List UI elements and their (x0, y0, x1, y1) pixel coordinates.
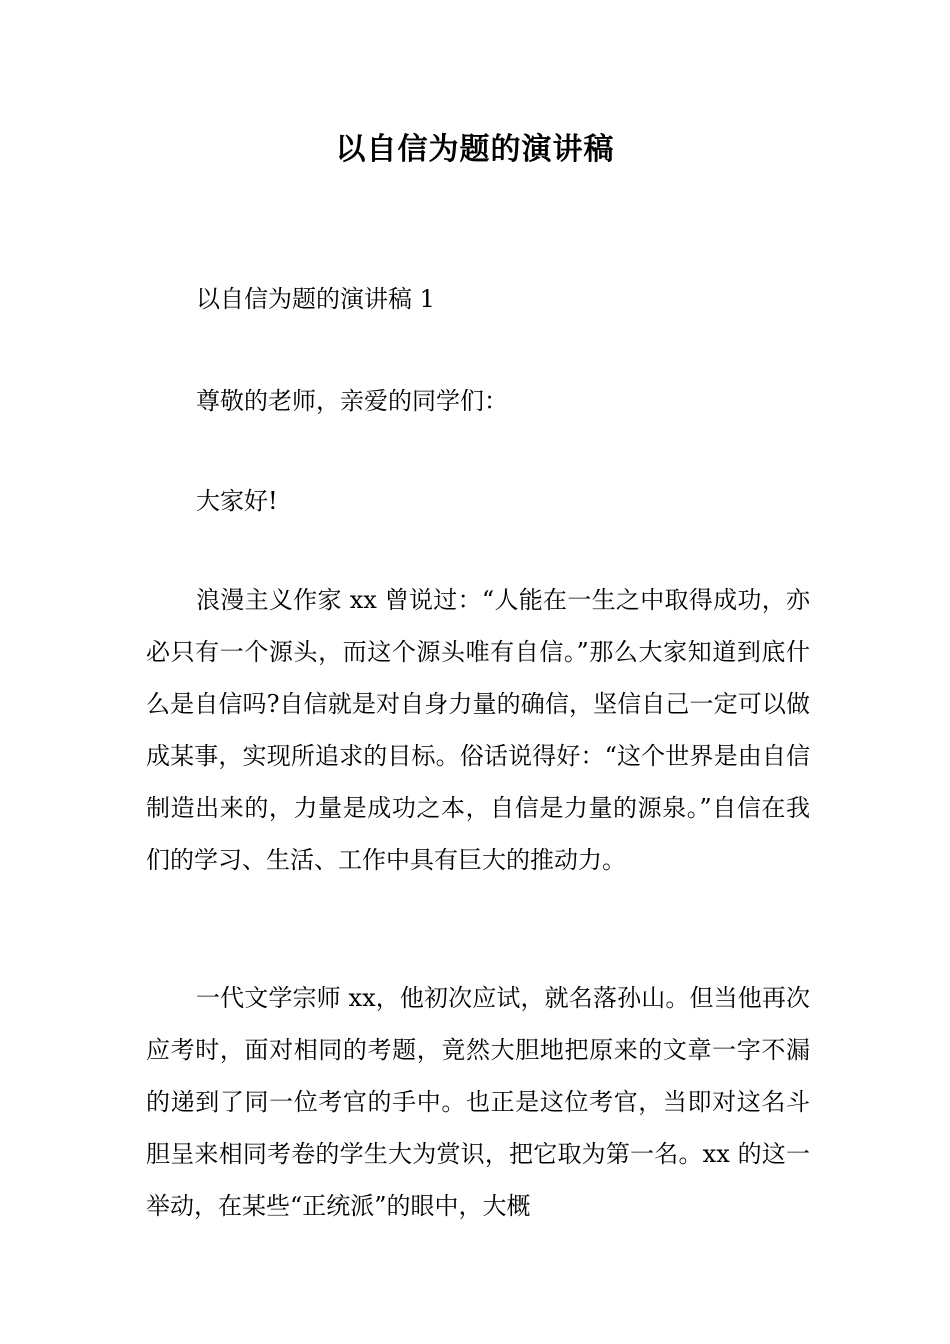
section-heading: 以自信为题的演讲稿 1 (196, 285, 435, 313)
greeting: 大家好! (196, 487, 278, 515)
body-paragraph: 浪漫主义作家 xx 曾说过：“人能在一生之中取得成功，亦必只有一个源头，而这个源头唯有自信。”那么大家知道到底什么是自信吗?自信就是对自身力量的确信，坚信自己一定可以做成某事，实现所追求的目标。俗话说得好：“这个世界是由自信制造出来的，力量是成功之本，自信是力量的源泉。”自信在我们的学习、生活、工作中具有巨大的推动力。 (146, 586, 810, 874)
body-paragraph: 一代文学宗师 xx，他初次应试，就名落孙山。但当他再次应考时，面对相同的考题，竟然大胆地把原来的文章一字不漏的递到了同一位考官的手中。也正是这位考官，当即对这名斗胆呈来相同考卷的学生大为赏识，把它取为第一名。xx 的这一举动，在某些“正统派”的眼中，大概 (146, 984, 810, 1220)
document-title: 以自信为题的演讲稿 (335, 132, 615, 167)
salutation: 尊敬的老师，亲爱的同学们： (196, 387, 508, 415)
